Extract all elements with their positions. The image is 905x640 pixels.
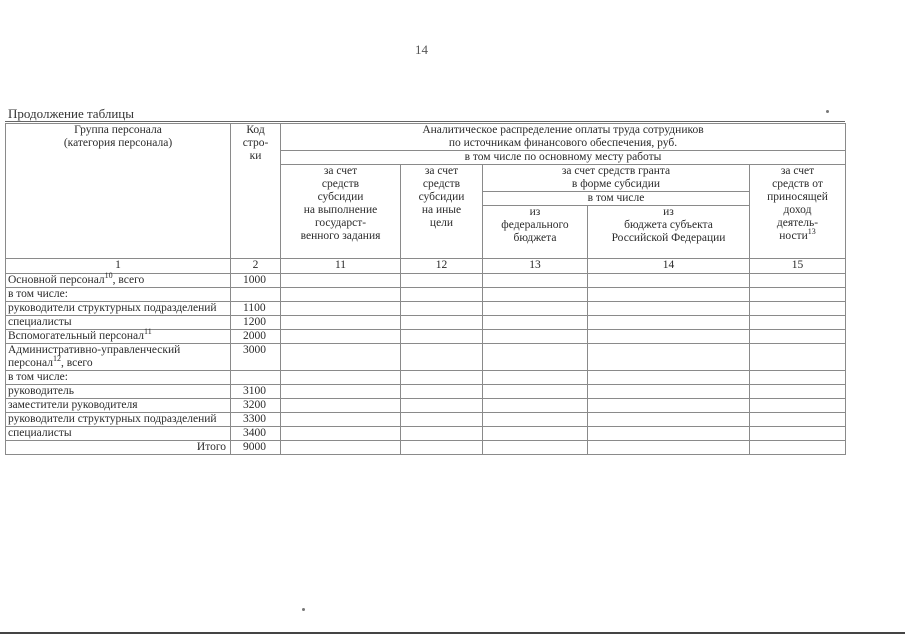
value-cell [588, 413, 750, 427]
row-code [231, 288, 281, 302]
value-cell [483, 316, 588, 330]
value-cell [750, 330, 846, 344]
value-cell [588, 427, 750, 441]
value-cell [750, 427, 846, 441]
header-col12: за счет средств субсидии на иные цели [401, 165, 483, 259]
caption-rule [5, 121, 845, 122]
row-code: 1200 [231, 316, 281, 330]
value-cell [281, 316, 401, 330]
value-cell [483, 385, 588, 399]
value-cell [401, 274, 483, 288]
col-number: 12 [401, 259, 483, 274]
header-grant-title: за счет средств гранта в форме субсидии [483, 165, 749, 192]
row-label-text: специалисты [8, 316, 72, 328]
row-label [6, 413, 231, 427]
table-row [6, 371, 846, 385]
row-label-text: заместители руководителя [8, 399, 138, 411]
scan-speck [826, 110, 829, 113]
header-group: Группа персонала (категория персонала) [6, 124, 231, 259]
value-cell [588, 288, 750, 302]
value-cell [483, 413, 588, 427]
row-label [6, 441, 231, 455]
col-number: 14 [588, 259, 750, 274]
table-row [6, 330, 846, 344]
row-code: 1100 [231, 302, 281, 316]
header-grant [483, 165, 750, 206]
value-cell [483, 441, 588, 455]
row-label-text: Основной персонал [8, 274, 105, 286]
row-code: 3100 [231, 385, 281, 399]
page-number: 14 [415, 42, 428, 57]
row-label-text: руководители структурных подразделений [8, 413, 217, 425]
value-cell [750, 302, 846, 316]
table-row [6, 344, 846, 371]
row-code: 3400 [231, 427, 281, 441]
value-cell [750, 371, 846, 385]
value-cell [281, 274, 401, 288]
row-label [6, 271, 231, 288]
row-label-text: специалисты [8, 427, 72, 439]
row-label-text: Административно-управленческий персонал [8, 344, 181, 369]
value-cell [750, 344, 846, 371]
value-cell [483, 399, 588, 413]
row-label [6, 288, 231, 302]
value-cell [483, 427, 588, 441]
value-cell [588, 302, 750, 316]
value-cell [588, 441, 750, 455]
row-label-text: в том числе: [8, 288, 68, 300]
value-cell [281, 371, 401, 385]
value-cell [401, 371, 483, 385]
row-code: 2000 [231, 330, 281, 344]
value-cell [401, 288, 483, 302]
table-row [6, 385, 846, 399]
value-cell [588, 371, 750, 385]
value-cell [281, 288, 401, 302]
value-cell [401, 399, 483, 413]
value-cell [281, 344, 401, 371]
value-cell [401, 441, 483, 455]
value-cell [750, 288, 846, 302]
value-cell [588, 399, 750, 413]
row-label [6, 316, 231, 330]
row-label-text: руководитель [8, 385, 74, 397]
value-cell [588, 344, 750, 371]
col-number: 15 [750, 259, 846, 274]
row-label [6, 427, 231, 441]
header-col14: из бюджета субъекта Российской Федерации [588, 206, 750, 259]
header-code: Код стро- ки [231, 124, 281, 259]
row-label [6, 385, 231, 399]
value-cell [483, 274, 588, 288]
table-row [6, 399, 846, 413]
header-main-place: в том числе по основному месту работы [281, 151, 846, 165]
header-grant-incl: в том числе [587, 192, 645, 204]
row-code: 3200 [231, 399, 281, 413]
col-number: 13 [483, 259, 588, 274]
row-label [6, 344, 231, 371]
table-row [6, 316, 846, 330]
footnote-ref: 11 [144, 327, 152, 337]
value-cell [750, 399, 846, 413]
value-cell [401, 302, 483, 316]
value-cell [281, 441, 401, 455]
row-label [6, 371, 231, 385]
column-numbers-row [6, 259, 846, 274]
row-code [231, 371, 281, 385]
value-cell [588, 330, 750, 344]
value-cell [401, 344, 483, 371]
table-caption: Продолжение таблицы [8, 106, 134, 121]
value-cell [483, 288, 588, 302]
value-cell [750, 316, 846, 330]
value-cell [483, 330, 588, 344]
value-cell [588, 274, 750, 288]
row-code: 3000 [231, 344, 281, 371]
footnote-ref: 10 [104, 271, 113, 281]
row-label-suffix: , всего [112, 274, 145, 286]
value-cell [281, 330, 401, 344]
table-row [6, 441, 846, 455]
row-label-text: Вспомогательный персонал [8, 330, 144, 342]
table-row [6, 427, 846, 441]
value-cell [281, 385, 401, 399]
row-code: 3300 [231, 413, 281, 427]
col-number: 2 [231, 259, 281, 274]
footnote-ref: 12 [52, 354, 61, 364]
table-row [6, 288, 846, 302]
row-label-text: в том числе: [8, 371, 68, 383]
value-cell [401, 427, 483, 441]
row-label [6, 302, 231, 316]
header-analytic-title: Аналитическое распределение оплаты труда сотрудников по источникам финансового обеспечения, руб. [281, 124, 846, 151]
value-cell [588, 385, 750, 399]
value-cell [281, 399, 401, 413]
value-cell [281, 427, 401, 441]
table-row [6, 302, 846, 316]
table-row [6, 413, 846, 427]
staff-pay-table [5, 123, 846, 455]
table-row [6, 274, 846, 288]
col-number: 11 [281, 259, 401, 274]
value-cell [401, 385, 483, 399]
row-code: 1000 [231, 274, 281, 288]
header-col11: за счет средств субсидии на выполнение государст- венного задания [281, 165, 401, 259]
col-number: 1 [6, 259, 231, 274]
row-label [6, 327, 231, 344]
value-cell [483, 344, 588, 371]
value-cell [483, 371, 588, 385]
scan-speck [302, 608, 305, 611]
row-label-suffix: , всего [60, 357, 93, 369]
row-label [6, 399, 231, 413]
value-cell [281, 413, 401, 427]
value-cell [483, 302, 588, 316]
value-cell [401, 316, 483, 330]
scan-edge [0, 632, 905, 634]
value-cell [750, 274, 846, 288]
value-cell [750, 385, 846, 399]
value-cell [401, 330, 483, 344]
value-cell [281, 302, 401, 316]
row-label-text: Итого [196, 441, 226, 453]
table-body [6, 271, 846, 455]
value-cell [401, 413, 483, 427]
row-label-text: руководители структурных подразделений [8, 302, 217, 314]
footnote-ref: 13 [807, 227, 816, 237]
value-cell [750, 413, 846, 427]
value-cell [588, 316, 750, 330]
header-col15 [750, 165, 846, 259]
value-cell [750, 441, 846, 455]
header-col13: из федерального бюджета [483, 206, 588, 259]
header-col15-text: за счет средств от приносящей доход деятель- ности [767, 165, 828, 242]
row-code: 9000 [231, 441, 281, 455]
